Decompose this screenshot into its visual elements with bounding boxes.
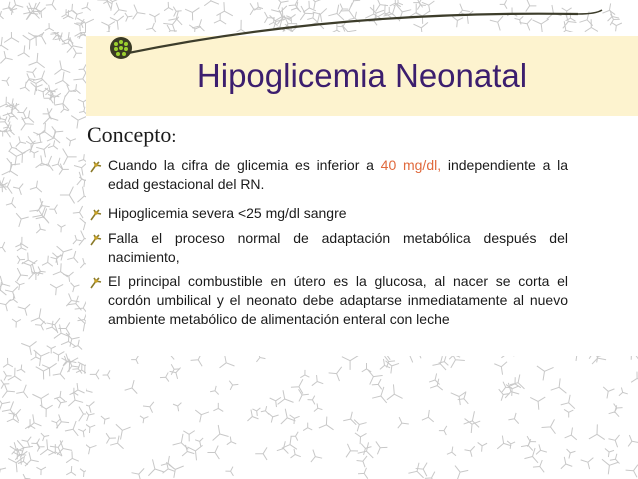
pattern-glyph [40, 106, 58, 124]
pattern-glyph [9, 441, 23, 455]
pattern-glyph [386, 384, 403, 400]
pattern-glyph [33, 440, 45, 451]
pattern-glyph [30, 181, 46, 197]
pattern-glyph [42, 255, 54, 266]
pattern-glyph [358, 442, 379, 463]
pattern-glyph [57, 224, 66, 232]
pattern-glyph [36, 463, 48, 475]
pattern-glyph [173, 434, 194, 455]
pattern-glyph [160, 372, 169, 382]
pattern-glyph [0, 296, 15, 312]
pattern-glyph [76, 95, 86, 107]
pattern-glyph [75, 185, 86, 202]
pattern-glyph [291, 449, 303, 461]
pattern-glyph [523, 434, 536, 447]
pattern-glyph [19, 337, 37, 355]
pattern-glyph [439, 424, 451, 435]
pattern-glyph [460, 413, 480, 433]
background-pattern-left [0, 32, 86, 479]
star-bullet-icon [89, 233, 103, 247]
pattern-glyph [298, 370, 309, 381]
pattern-glyph [207, 425, 228, 446]
pattern-glyph [213, 403, 225, 416]
pattern-glyph [29, 387, 49, 407]
pattern-glyph [278, 390, 297, 409]
pattern-glyph [23, 264, 43, 284]
pattern-glyph [541, 419, 555, 434]
bullet-item: Falla el proceso normal de adaptación metabólica después del nacimiento, [108, 230, 568, 265]
pattern-glyph [36, 155, 53, 172]
pattern-glyph [429, 372, 442, 384]
pattern-glyph [12, 265, 28, 281]
pattern-glyph [50, 279, 66, 295]
pattern-glyph [278, 407, 296, 424]
pattern-glyph [287, 411, 300, 424]
pattern-glyph [562, 406, 574, 418]
pattern-glyph [28, 351, 41, 364]
pattern-glyph [140, 413, 150, 423]
pattern-glyph [32, 350, 50, 367]
pattern-glyph [187, 445, 204, 461]
pattern-glyph [225, 467, 237, 479]
pattern-glyph [145, 457, 164, 475]
pattern-glyph [0, 397, 10, 414]
pattern-glyph [624, 433, 638, 446]
pattern-glyph [628, 372, 638, 387]
pattern-glyph [493, 436, 511, 454]
pattern-glyph [210, 386, 222, 398]
pattern-glyph [0, 274, 10, 290]
pattern-glyph [86, 382, 93, 395]
pattern-glyph [22, 474, 30, 479]
pattern-glyph [77, 258, 86, 271]
pattern-glyph [36, 139, 55, 158]
star-bullet-icon [89, 160, 103, 174]
pattern-glyph [354, 433, 366, 445]
pattern-glyph [78, 428, 86, 438]
pattern-glyph [448, 386, 466, 405]
pattern-glyph [329, 363, 348, 381]
pattern-glyph [261, 406, 272, 417]
pattern-glyph [16, 301, 30, 316]
pattern-glyph [368, 368, 384, 384]
pattern-glyph [42, 358, 60, 377]
pattern-glyph [65, 419, 83, 436]
pattern-glyph [207, 446, 224, 463]
pattern-glyph [55, 164, 69, 178]
pattern-glyph [13, 213, 29, 229]
pattern-glyph [44, 342, 55, 353]
pattern-glyph [477, 442, 487, 452]
pattern-glyph [533, 460, 549, 476]
pattern-glyph [173, 403, 183, 412]
pattern-glyph [559, 456, 573, 469]
pattern-glyph [252, 408, 261, 416]
pattern-glyph [28, 147, 39, 158]
pattern-glyph [422, 409, 435, 422]
bullet-text: Cuando la cifra de glicemia es inferior a [108, 157, 381, 173]
pattern-glyph [227, 437, 238, 448]
pattern-glyph [220, 355, 238, 373]
pattern-glyph [40, 153, 58, 170]
pattern-glyph [57, 242, 75, 260]
background-pattern-bottom [86, 350, 638, 479]
pattern-glyph [589, 424, 605, 439]
pattern-glyph [66, 134, 77, 146]
pattern-glyph [37, 123, 57, 143]
pattern-glyph [98, 413, 109, 424]
pattern-glyph [73, 339, 84, 350]
section-heading-text: Concepto [87, 122, 172, 147]
pattern-glyph [4, 125, 18, 139]
pattern-glyph [508, 413, 522, 427]
dotted-circle-icon [110, 37, 132, 59]
pattern-glyph [33, 224, 46, 237]
pattern-glyph [358, 468, 372, 479]
pattern-glyph [68, 283, 79, 294]
pattern-glyph [277, 440, 291, 454]
pattern-glyph [8, 457, 24, 473]
pattern-glyph [625, 464, 638, 478]
pattern-glyph [371, 379, 381, 390]
pattern-glyph [47, 318, 65, 336]
pattern-glyph [182, 445, 196, 459]
pattern-glyph [86, 420, 95, 433]
pattern-glyph [195, 406, 211, 422]
pattern-glyph [268, 410, 280, 422]
bullet-item: El principal combustible en útero es la glucosa, al nacer se corta el cordón umbilical y el neonato debe adaptarse inmediatamente al nuevo ambiente metabólico de alimentación enteral con leche [108, 273, 568, 327]
pattern-glyph [579, 454, 594, 469]
section-heading-colon: : [171, 126, 177, 146]
pattern-glyph [132, 464, 149, 479]
pattern-glyph [46, 140, 57, 152]
pattern-glyph [74, 312, 86, 331]
highlight-value: 40 mg/dl, [380, 157, 442, 173]
pattern-glyph [73, 204, 86, 219]
pattern-glyph [20, 82, 33, 95]
pattern-glyph [29, 82, 43, 95]
pattern-glyph [447, 446, 457, 456]
pattern-glyph [103, 368, 114, 379]
pattern-glyph [86, 410, 95, 422]
star-bullet-icon [89, 276, 103, 290]
pattern-glyph [308, 375, 323, 390]
pattern-glyph [602, 445, 614, 457]
pattern-glyph [168, 459, 186, 478]
pattern-glyph [13, 184, 26, 197]
pattern-glyph [49, 249, 63, 263]
pattern-glyph [195, 438, 205, 447]
pattern-glyph [71, 110, 86, 128]
pattern-glyph [63, 268, 77, 282]
pattern-glyph [183, 431, 195, 442]
pattern-glyph [66, 466, 76, 476]
pattern-glyph [564, 449, 575, 460]
pattern-glyph [561, 395, 580, 414]
pattern-glyph [608, 435, 623, 449]
pattern-glyph [53, 347, 67, 361]
pattern-glyph [597, 453, 618, 474]
pattern-glyph [60, 187, 81, 208]
pattern-glyph [398, 417, 410, 429]
pattern-glyph [1, 154, 20, 173]
pattern-glyph [79, 107, 86, 118]
pattern-glyph [601, 387, 614, 400]
pattern-glyph [55, 95, 75, 115]
pattern-glyph [52, 125, 64, 138]
pattern-glyph [229, 380, 239, 390]
pattern-glyph [0, 240, 9, 252]
pattern-glyph [372, 385, 391, 403]
pattern-glyph [79, 407, 86, 422]
pattern-glyph [0, 97, 16, 114]
pattern-glyph [86, 440, 98, 454]
pattern-glyph [267, 393, 281, 407]
pattern-glyph [79, 469, 86, 478]
pattern-glyph [527, 391, 545, 410]
pattern-glyph [307, 448, 322, 462]
pattern-glyph [6, 196, 18, 208]
pattern-glyph [341, 444, 358, 461]
pattern-glyph [524, 446, 541, 463]
pattern-glyph [17, 365, 28, 376]
pattern-glyph [26, 413, 41, 428]
pattern-glyph [362, 363, 372, 372]
pattern-glyph [465, 443, 479, 457]
pattern-glyph [60, 85, 76, 100]
pattern-glyph [494, 362, 509, 376]
pattern-glyph [106, 433, 116, 444]
pattern-glyph [90, 370, 99, 380]
pattern-glyph [52, 367, 65, 381]
pattern-glyph [61, 333, 80, 352]
bullet-item [108, 156, 568, 194]
pattern-glyph [536, 444, 548, 457]
pattern-glyph [41, 432, 50, 441]
pattern-glyph [26, 141, 36, 150]
pattern-glyph [12, 278, 24, 290]
pattern-glyph [49, 202, 61, 214]
pattern-glyph [51, 414, 69, 432]
pattern-glyph [291, 430, 302, 441]
section-heading [87, 122, 176, 148]
pattern-glyph [70, 235, 82, 247]
pattern-glyph [52, 156, 65, 169]
slide-title: Hipoglicemia Neonatal [196, 57, 528, 94]
bullet-item: Hipoglicemia severa <25 mg/dl sangre [108, 205, 347, 221]
pattern-glyph [12, 319, 21, 328]
pattern-glyph [565, 427, 579, 440]
pattern-glyph [551, 378, 571, 399]
pattern-glyph [319, 417, 338, 436]
pattern-glyph [1, 379, 10, 388]
pattern-glyph [32, 361, 51, 380]
pattern-glyph [31, 307, 49, 324]
pattern-glyph [537, 360, 557, 380]
pattern-glyph [255, 447, 267, 460]
pattern-glyph [0, 281, 8, 295]
pattern-glyph [301, 423, 312, 434]
pattern-glyph [311, 403, 322, 414]
pattern-glyph [67, 249, 81, 262]
pattern-glyph [464, 410, 483, 428]
pattern-glyph [4, 284, 18, 299]
pattern-glyph [79, 231, 86, 247]
pattern-glyph [6, 141, 17, 152]
pattern-glyph [142, 401, 154, 413]
star-bullet-icon [89, 208, 103, 222]
pattern-glyph [31, 207, 48, 225]
pattern-glyph [63, 451, 79, 467]
pattern-glyph [125, 378, 141, 393]
pattern-glyph [3, 358, 13, 368]
pattern-glyph [619, 388, 629, 398]
pattern-glyph [86, 398, 94, 412]
pattern-glyph [425, 469, 440, 479]
pattern-glyph [0, 461, 6, 475]
pattern-glyph [371, 438, 388, 454]
pattern-glyph [450, 466, 468, 479]
pattern-glyph [16, 382, 32, 397]
bullet-text: independiente a la edad gestacional del RN. [108, 157, 569, 192]
pattern-glyph [58, 322, 69, 334]
